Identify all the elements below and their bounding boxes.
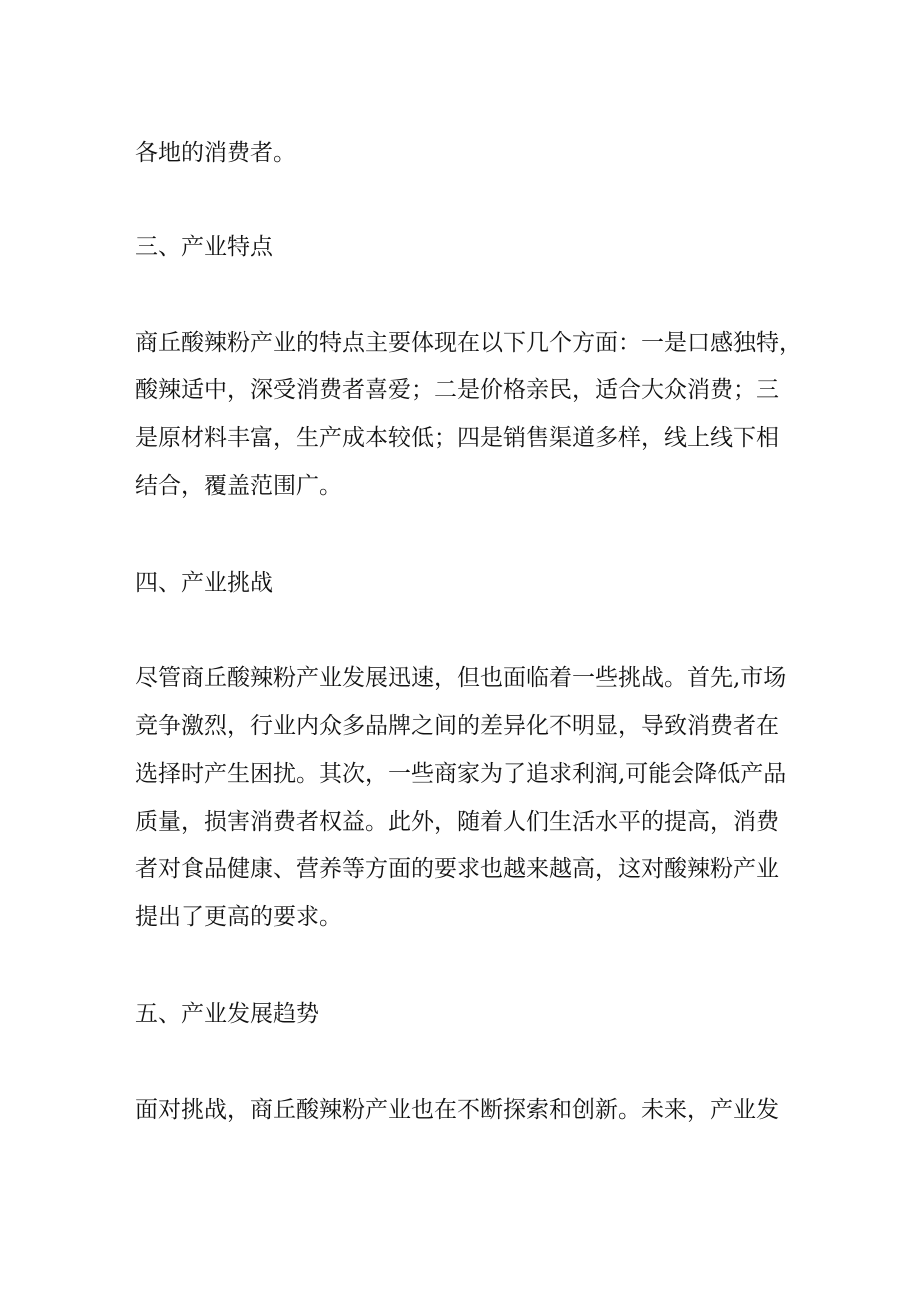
paragraph-line: 质量，损害消费者权益。此外，随着人们生活水平的提高，消费: [135, 809, 779, 835]
paragraph-line: 面对挑战，商丘酸辣粉产业也在不断探索和创新。未来，产业发: [135, 1097, 779, 1123]
paragraph-line: 结合，覆盖范围广。: [135, 473, 342, 499]
section-heading-4: 四、产业挑战: [135, 570, 273, 596]
section-heading-5: 五、产业发展趋势: [135, 1001, 319, 1027]
paragraph-line: 者对食品健康、营养等方面的要求也越来越高，这对酸辣粉产业: [135, 856, 779, 882]
section-heading-3: 三、产业特点: [135, 234, 273, 260]
paragraph-line: 提出了更高的要求。: [135, 904, 342, 930]
paragraph-line: 酸辣适中，深受消费者喜爱；二是价格亲民，适合大众消费；三: [135, 377, 779, 403]
paragraph-line: 尽管商丘酸辣粉产业发展迅速，但也面临着一些挑战。首先,市场: [135, 665, 787, 691]
paragraph-line: 是原材料丰富，生产成本较低；四是销售渠道多样，线上线下相: [135, 425, 779, 451]
paragraph-line: 商丘酸辣粉产业的特点主要体现在以下几个方面：一是口感独特，: [135, 330, 802, 356]
continuation-text: 各地的消费者。: [135, 140, 296, 166]
paragraph-line: 选择时产生困扰。其次，一些商家为了追求利润,可能会降低产品: [135, 761, 787, 787]
paragraph-line: 竞争激烈，行业内众多品牌之间的差异化不明显，导致消费者在: [135, 713, 779, 739]
